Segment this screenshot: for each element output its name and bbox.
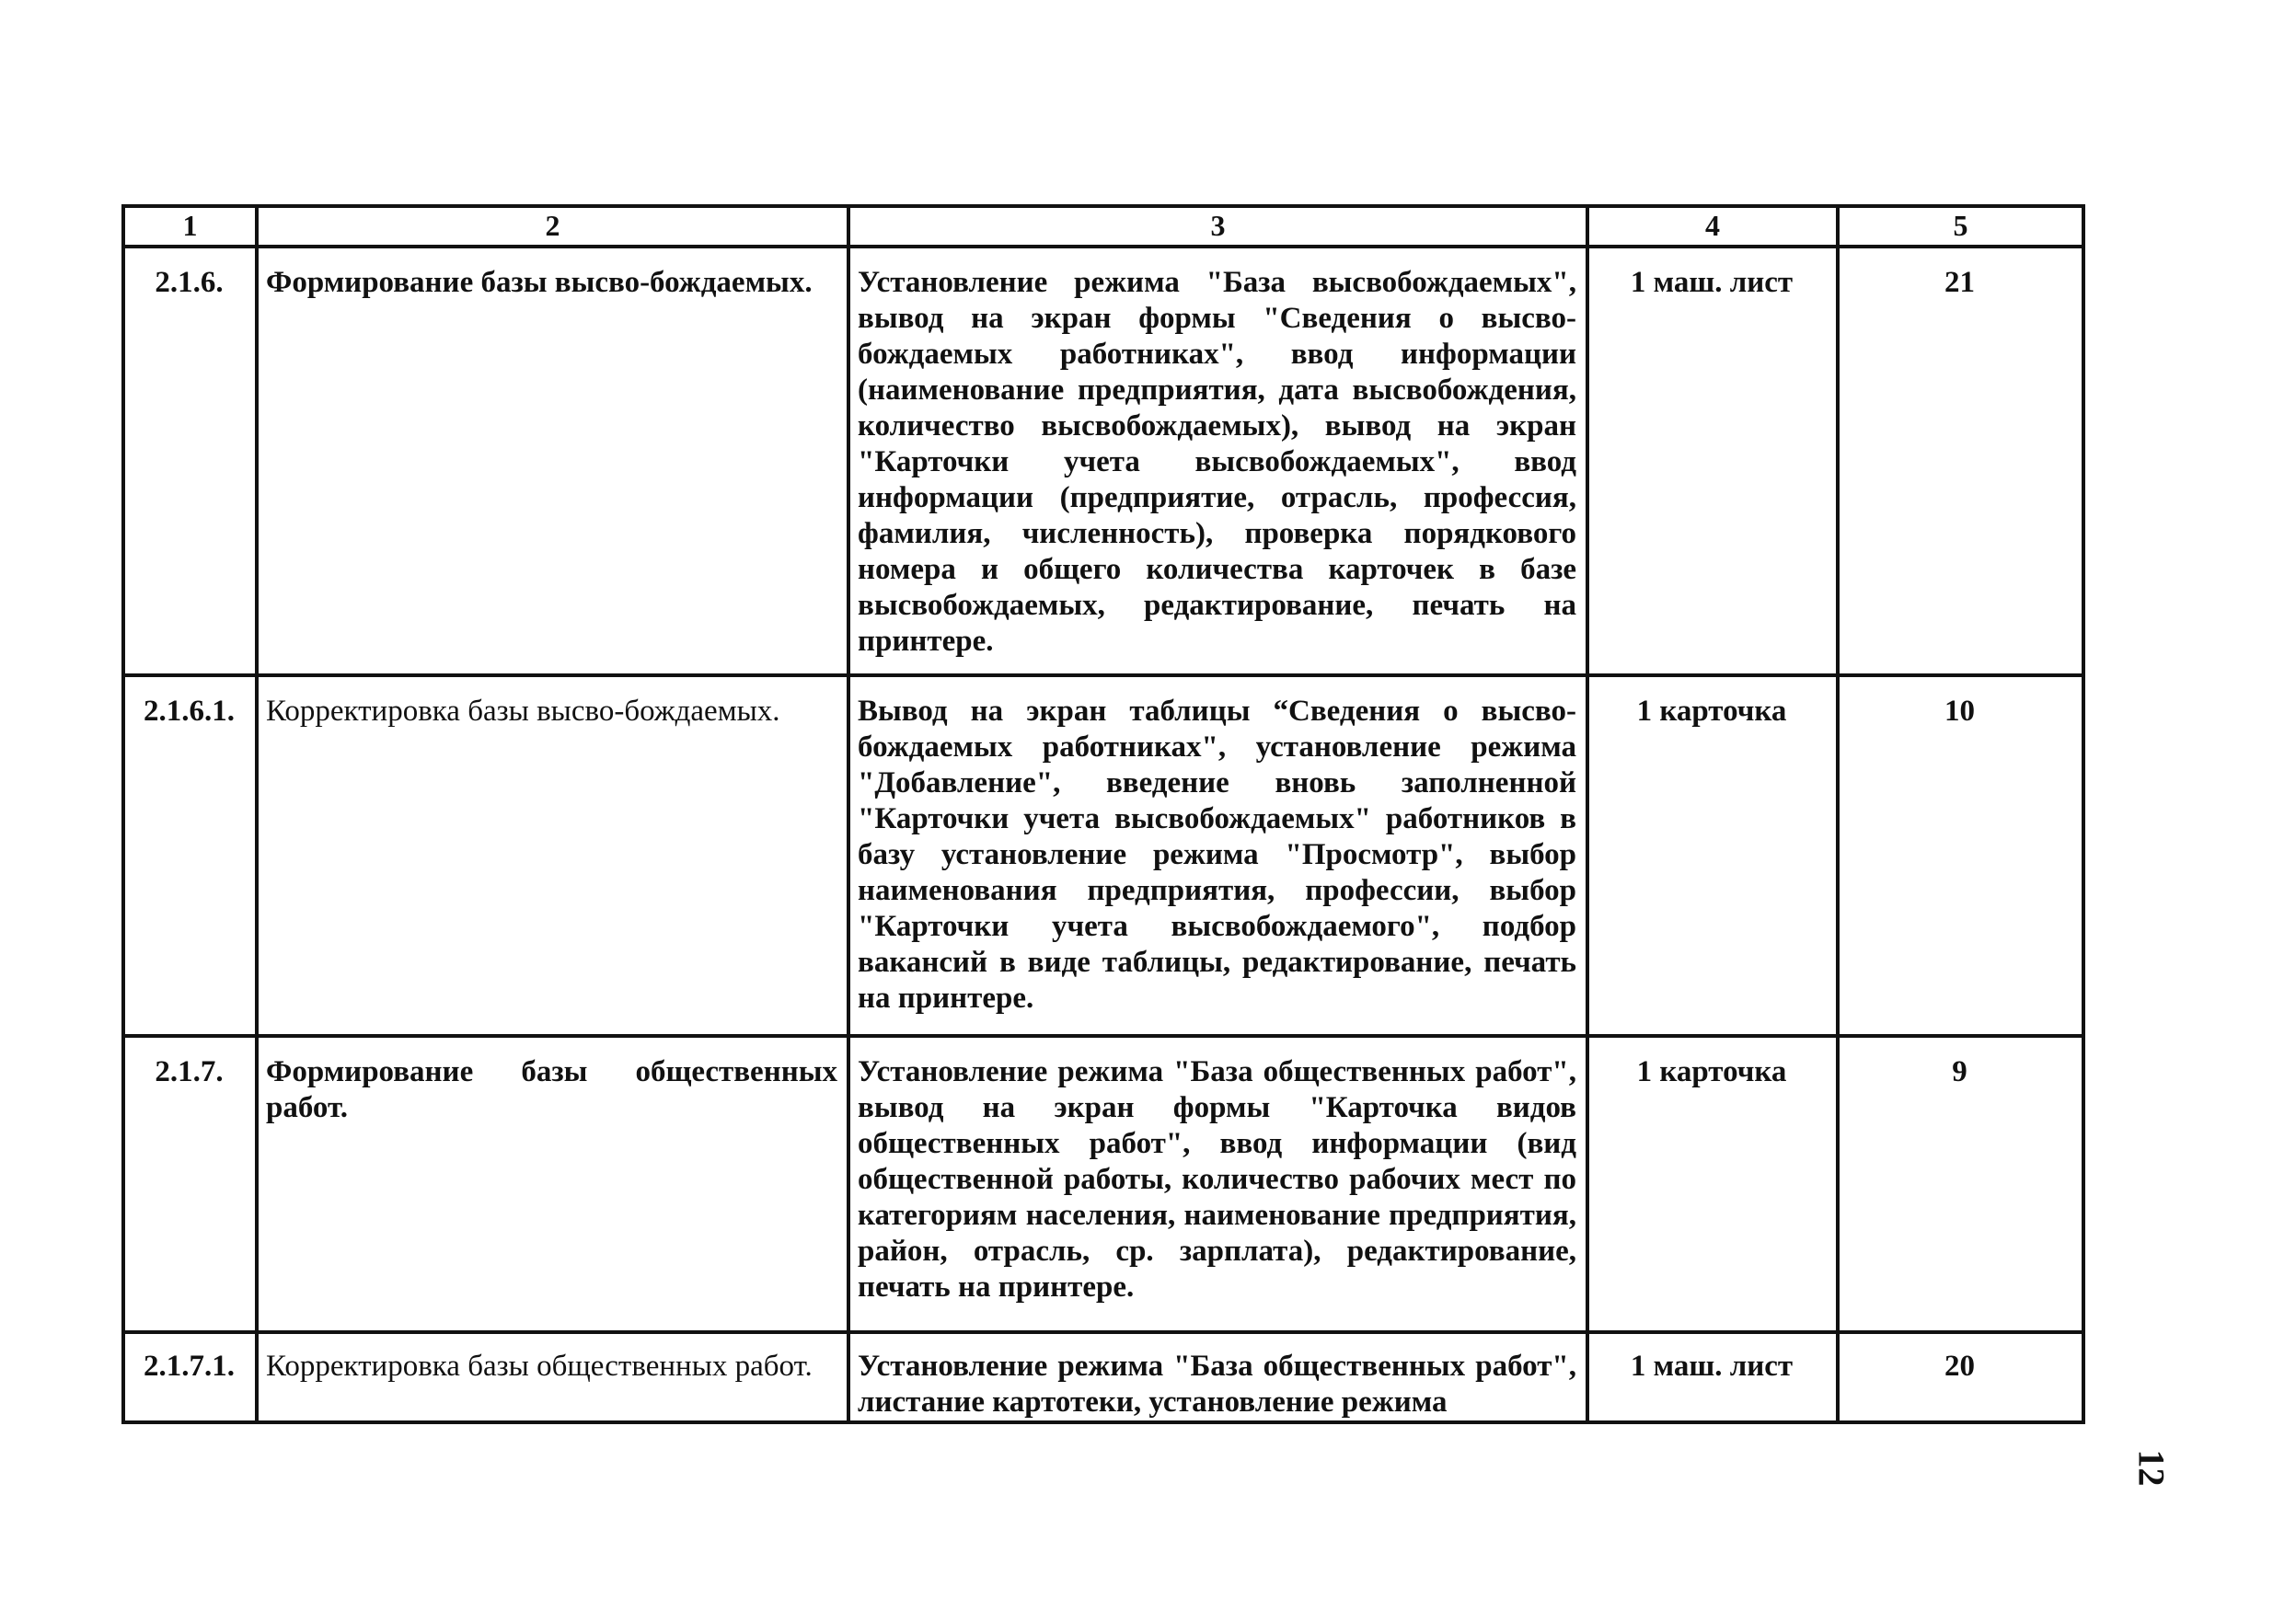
row-description: Установление режима "База общественных работ", вывод на экран формы "Карточка видов общественных работ", ввод информации (вид общественной работы, количество рабочих мест по категориям населения, наименование предприятия, район, отрасль, ср. зарплата), редактирование, печать на принтере. [848,1036,1587,1332]
row-name: Формирование базы высво-бождаемых. [257,247,848,675]
row-description: Вывод на экран таблицы “Сведения о высвобождаемых работниках", установление режима "Добавление", введение вновь заполненной "Карточки учета высвобождаемых" работников в базу установление режима "Просмотр", выбор наименования предприятия, профессии, выбор "Карточки учета высвобождаемого", подбор вакансий в виде таблицы, редактирование, печать на принтере. [848,675,1587,1036]
page-number: 12 [2130,1449,2173,1487]
row-description: Установление режима "База общественных работ", листание картотеки, установление режима [848,1332,1587,1422]
row-number: 2.1.6. [123,247,257,675]
row-quantity: 10 [1838,675,2083,1036]
row-description: Установление режима "База высвобождаемых", вывод на экран формы "Сведения о высвобождаемых работниках", ввод информации (наименование предприятия, дата высвобождения, количество высвобождаемых), вывод на экран "Карточки учета высвобождаемых", ввод информации (предприятие, отрасль, профессия, фамилия, численность), проверка порядкового номера и общего количества карточек в базе высвобождаемых, редактирование, печать на принтере. [848,247,1587,675]
work-items-table [121,204,2085,1424]
table-row [123,675,2083,1036]
row-unit: 1 карточка [1587,675,1838,1036]
table-row [123,1036,2083,1332]
row-unit: 1 карточка [1587,1036,1838,1332]
row-quantity: 20 [1838,1332,2083,1422]
header-col-4: 4 [1587,206,1838,247]
header-col-2: 2 [257,206,848,247]
table-row [123,247,2083,675]
row-name: Корректировка базы высво-бождаемых. [257,675,848,1036]
row-number: 2.1.6.1. [123,675,257,1036]
row-name: Формирование базы общественных работ. [257,1036,848,1332]
row-unit: 1 маш. лист [1587,1332,1838,1422]
row-quantity: 21 [1838,247,2083,675]
table-header-row [123,206,2083,247]
table-row [123,1332,2083,1422]
header-col-5: 5 [1838,206,2083,247]
row-number: 2.1.7. [123,1036,257,1332]
header-col-1: 1 [123,206,257,247]
row-name: Корректировка базы общественных работ. [257,1332,848,1422]
row-number: 2.1.7.1. [123,1332,257,1422]
row-quantity: 9 [1838,1036,2083,1332]
header-col-3: 3 [848,206,1587,247]
row-unit: 1 маш. лист [1587,247,1838,675]
